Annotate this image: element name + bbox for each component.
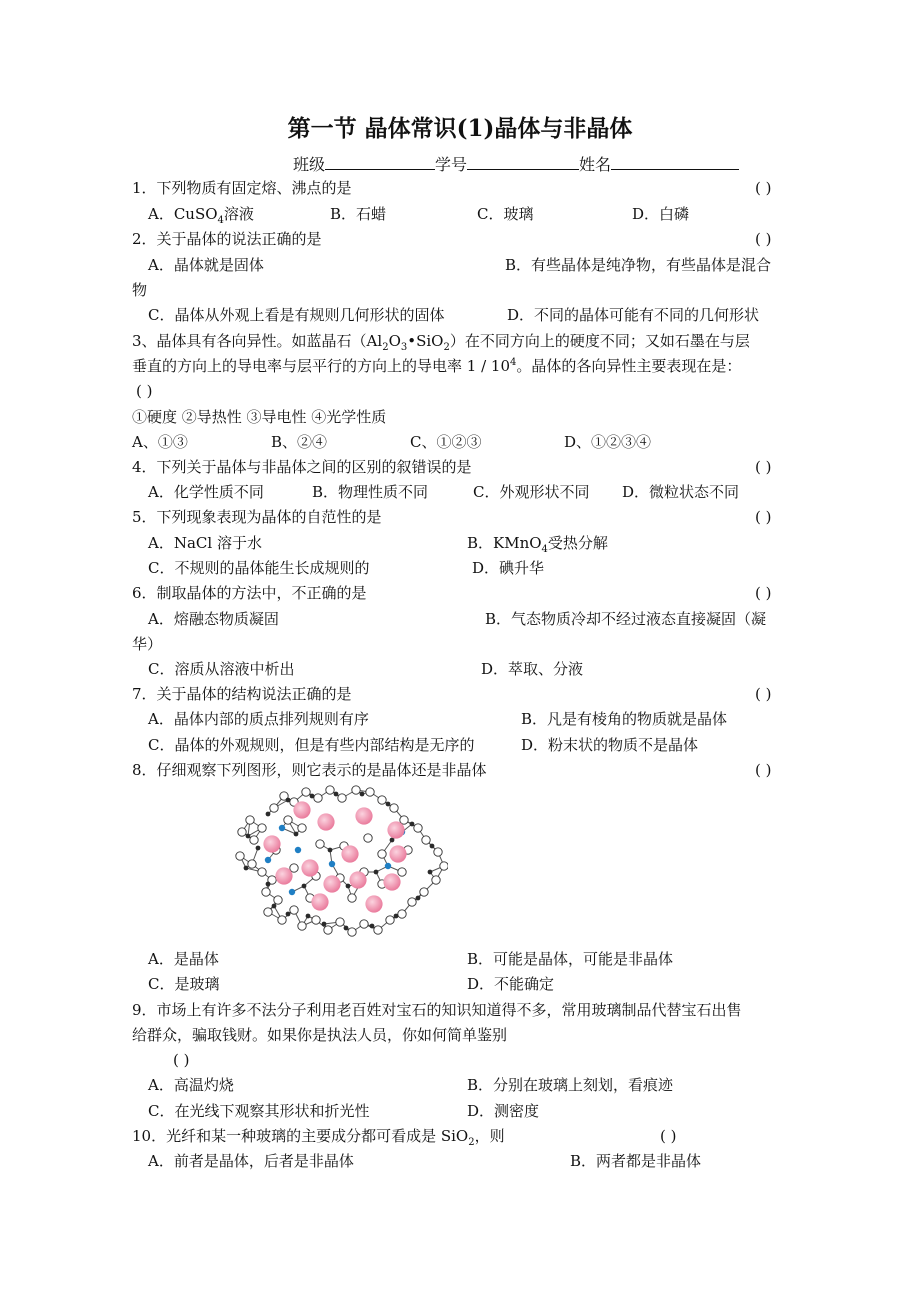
q1-option-b: B．石蜡 [330, 205, 387, 223]
q9-stem-line2: 给群众，骗取钱财。如果你是执法人员，你如何简单鉴别 [132, 1026, 508, 1044]
q3-option-a: A、①③ [132, 433, 188, 451]
open-atom [258, 824, 266, 832]
q7-option-c: C．晶体的外观规则，但是有些内部结构是无序的 [148, 736, 475, 754]
dark-atom [416, 896, 421, 901]
q10-answer-paren[interactable]: ( ) [660, 1127, 677, 1145]
open-atom [378, 850, 386, 858]
open-atom [434, 848, 442, 856]
q3-properties: ①硬度 ②导热性 ③导电性 ④光学性质 [132, 408, 387, 426]
open-atom [264, 908, 272, 916]
q4-option-c: C．外观形状不同 [473, 483, 590, 501]
open-atom [302, 788, 310, 796]
q9-option-b: B．分别在玻璃上刻划，看痕迹 [467, 1076, 674, 1094]
large-pink-ion [275, 867, 292, 884]
q9-answer-paren[interactable]: ( ) [173, 1051, 190, 1069]
q2-option-a: A．晶体就是固体 [148, 256, 264, 274]
open-atom [348, 928, 356, 936]
q3-option-c: C、①②③ [410, 433, 482, 451]
large-pink-ion [263, 835, 280, 852]
q3-option-b: B、②④ [271, 433, 328, 451]
open-atom [338, 794, 346, 802]
name-blank[interactable] [611, 153, 739, 170]
dark-atom [294, 832, 299, 837]
dark-atom [310, 794, 315, 799]
q6-option-a: A．熔融态物质凝固 [148, 610, 279, 628]
dark-atom [246, 834, 251, 839]
dark-atom [394, 914, 399, 919]
open-atom [270, 804, 278, 812]
large-pink-ion [301, 859, 318, 876]
dark-atom [386, 802, 391, 807]
open-atom [314, 794, 322, 802]
class-label: 班级 [293, 155, 326, 174]
large-pink-ion [323, 875, 340, 892]
student-info-line [293, 153, 739, 175]
q3-answer-paren[interactable]: ( ) [136, 382, 153, 400]
q8-option-a: A．是晶体 [148, 950, 219, 968]
q3-stem-line2: 垂直的方向上的导电率与层平行的方向上的导电率 $1 / 10^4$。晶体的各向异性主要表现在是： [132, 357, 742, 375]
open-atom [352, 786, 360, 794]
q4-option-d: D．微粒状态不同 [622, 483, 740, 501]
open-atom [386, 916, 394, 924]
q1-option-c: C．玻璃 [477, 205, 534, 223]
q4-answer-paren[interactable]: ( ) [755, 458, 772, 476]
q2-option-b: B．有些晶体是纯净物，有些晶体是混合 [505, 256, 772, 274]
open-atom [374, 926, 382, 934]
dark-atom [322, 922, 327, 927]
large-pink-ion [387, 821, 404, 838]
open-atom [364, 834, 372, 842]
q8-option-d: D．不能确定 [467, 975, 555, 993]
dark-atom [390, 838, 395, 843]
q5-answer-paren[interactable]: ( ) [755, 508, 772, 526]
large-pink-ion [311, 893, 328, 910]
q10-option-b: B．两者都是非晶体 [570, 1152, 702, 1170]
open-atom [274, 896, 282, 904]
q6-option-d: D．萃取、分液 [481, 660, 584, 678]
large-pink-ion [317, 813, 334, 830]
large-pink-ion [365, 895, 382, 912]
open-atom [326, 786, 334, 794]
large-pink-ion [389, 845, 406, 862]
q8-answer-paren[interactable]: ( ) [755, 761, 772, 779]
large-pink-ion [293, 801, 310, 818]
large-pink-ion [349, 871, 366, 888]
amorphous-structure-figure [232, 780, 448, 950]
open-atom [390, 804, 398, 812]
q10-stem: 10．光纤和某一种玻璃的主要成分都可看成是 SiO$_2$，则 [132, 1127, 505, 1148]
dark-atom [328, 848, 333, 853]
number-blank[interactable] [467, 153, 579, 170]
open-atom [316, 840, 324, 848]
open-atom [298, 922, 306, 930]
blue-atom [289, 889, 295, 895]
q1-option-a: A．CuSO$_4$溶液 [148, 205, 254, 226]
open-atom [408, 898, 416, 906]
open-atom [246, 816, 254, 824]
open-atom [312, 916, 320, 924]
q8-stem: 8．仔细观察下列图形，则它表示的是晶体还是非晶体 [132, 761, 487, 779]
dark-atom [266, 882, 271, 887]
q7-stem: 7．关于晶体的结构说法正确的是 [132, 685, 352, 703]
q7-option-a: A．晶体内部的质点排列规则有序 [148, 710, 369, 728]
q1-stem: 1．下列物质有固定熔、沸点的是 [132, 179, 352, 197]
q6-option-b-cont: 华） [132, 635, 163, 653]
open-atom [360, 920, 368, 928]
dark-atom [302, 884, 307, 889]
large-pink-ion [383, 873, 400, 890]
q3-stem-line1: 3、晶体具有各向异性。如蓝晶石$(Al_2O_3•SiO_2)$在不同方向上的硬度不同；又如石墨在与层 [132, 332, 750, 353]
dark-atom [334, 792, 339, 797]
blue-atom [265, 857, 271, 863]
large-pink-ion [355, 807, 372, 824]
q5-option-a: A．NaCl 溶于水 [148, 534, 262, 552]
class-blank[interactable] [325, 153, 435, 170]
q4-option-b: B．物理性质不同 [312, 483, 429, 501]
open-atom [336, 918, 344, 926]
q9-stem-line1: 9．市场上有许多不法分子利用老百姓对宝石的知识知道得不多，常用玻璃制品代替宝石出售 [132, 1001, 742, 1019]
dark-atom [428, 870, 433, 875]
open-atom [238, 828, 246, 836]
q8-option-b: B．可能是晶体，可能是非晶体 [467, 950, 674, 968]
open-atom [262, 888, 270, 896]
dark-atom [256, 846, 261, 851]
q6-option-c: C．溶质从溶液中析出 [148, 660, 295, 678]
open-atom [348, 894, 356, 902]
large-pink-ion [341, 845, 358, 862]
dark-atom [286, 912, 291, 917]
blue-atom [385, 863, 391, 869]
open-atom [298, 824, 306, 832]
blue-atom [329, 861, 335, 867]
q2-option-d: D．不同的晶体可能有不同的几何形状 [507, 306, 760, 324]
dark-atom [286, 798, 291, 803]
q9-option-c: C．在光线下观察其形状和折光性 [148, 1102, 370, 1120]
open-atom [250, 836, 258, 844]
open-atom [400, 816, 408, 824]
blue-atom [279, 825, 285, 831]
q7-answer-paren[interactable]: ( ) [755, 685, 772, 703]
q9-option-d: D．测密度 [467, 1102, 540, 1120]
number-label: 学号 [435, 155, 468, 174]
name-label: 姓名 [579, 155, 612, 174]
dark-atom [410, 822, 415, 827]
q1-option-d: D．白磷 [632, 205, 690, 223]
open-atom [236, 852, 244, 860]
open-atom [420, 888, 428, 896]
q5-option-b: B．KMnO$_4$受热分解 [467, 534, 608, 555]
q7-option-d: D．粉末状的物质不是晶体 [521, 736, 699, 754]
open-atom [432, 876, 440, 884]
q4-option-a: A．化学性质不同 [148, 483, 264, 501]
dark-atom [346, 884, 351, 889]
open-atom [378, 796, 386, 804]
open-atom [258, 868, 266, 876]
dark-atom [306, 914, 311, 919]
q6-answer-paren[interactable]: ( ) [755, 584, 772, 602]
dark-atom [344, 926, 349, 931]
dark-atom [370, 924, 375, 929]
open-atom [414, 824, 422, 832]
open-atom [290, 906, 298, 914]
q2-answer-paren[interactable]: ( ) [755, 230, 772, 248]
open-atom [284, 816, 292, 824]
open-atom [366, 788, 374, 796]
q2-stem: 2．关于晶体的说法正确的是 [132, 230, 322, 248]
q4-stem: 4．下列关于晶体与非晶体之间的区别的叙错误的是 [132, 458, 472, 476]
open-atom [440, 862, 448, 870]
open-atom [278, 916, 286, 924]
q10-option-a: A．前者是晶体，后者是非晶体 [148, 1152, 354, 1170]
q9-option-a: A．高温灼烧 [148, 1076, 234, 1094]
q1-answer-paren[interactable]: ( ) [755, 179, 772, 197]
dark-atom [374, 870, 379, 875]
open-atom [248, 860, 256, 868]
open-atom [324, 926, 332, 934]
open-atom [290, 864, 298, 872]
q2-option-c: C．晶体从外观上看是有规则几何形状的固体 [148, 306, 445, 324]
q7-option-b: B．凡是有棱角的物质就是晶体 [521, 710, 728, 728]
dark-atom [360, 792, 365, 797]
q5-option-c: C．不规则的晶体能生长成规则的 [148, 559, 370, 577]
open-atom [398, 868, 406, 876]
open-atom [422, 836, 430, 844]
dark-atom [266, 812, 271, 817]
dark-atom [430, 844, 435, 849]
q5-option-d: D．碘升华 [472, 559, 545, 577]
q2-option-b-cont: 物 [132, 281, 148, 299]
q6-stem: 6．制取晶体的方法中，不正确的是 [132, 584, 367, 602]
q3-option-d: D、①②③④ [564, 433, 652, 451]
blue-atom [295, 847, 301, 853]
q6-option-b: B．气态物质冷却不经过液态直接凝固（凝 [485, 610, 767, 628]
q5-stem: 5．下列现象表现为晶体的自范性的是 [132, 508, 382, 526]
open-atom [398, 910, 406, 918]
page-title: 第一节 晶体常识(1)晶体与非晶体 [287, 115, 633, 142]
dark-atom [244, 866, 249, 871]
dark-atom [272, 904, 277, 909]
q8-option-c: C．是玻璃 [148, 975, 220, 993]
